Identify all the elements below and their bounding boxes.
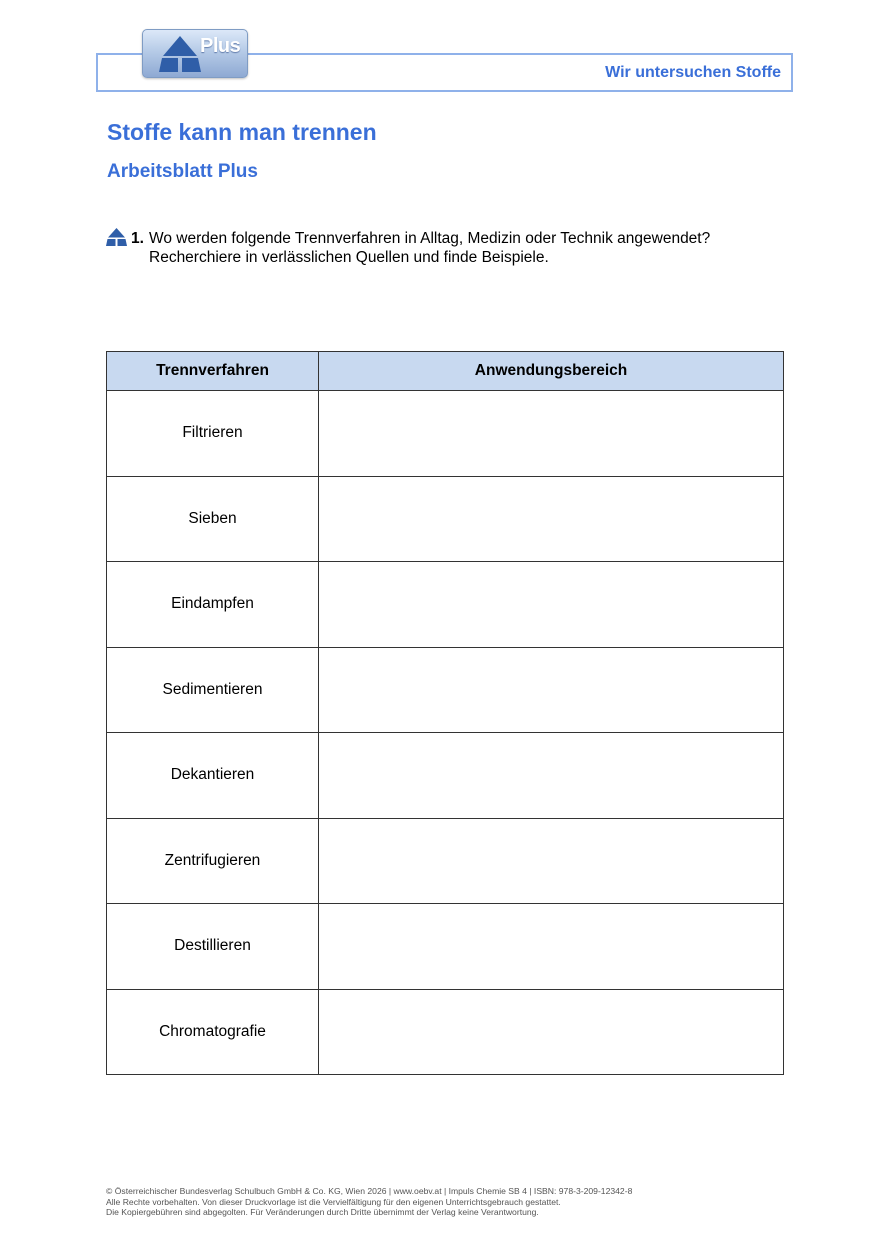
- plus-logo: [142, 29, 248, 78]
- table-row: [107, 818, 784, 904]
- page-title: Stoffe kann man trennen: [107, 119, 377, 145]
- table-row: [107, 989, 784, 1075]
- method-cell: Sieben: [107, 476, 319, 562]
- worksheet-table: [106, 351, 784, 1075]
- method-cell: Filtrieren: [107, 391, 319, 477]
- task-question: Wo werden folgende Trennverfahren in Alltag, Medizin oder Technik angewendet?: [149, 230, 711, 247]
- column-header-application: Anwendungsbereich: [319, 352, 784, 391]
- page-subtitle: Arbeitsblatt Plus: [107, 161, 258, 182]
- method-cell: Destillieren: [107, 904, 319, 990]
- task-instruction: Recherchiere in verlässlichen Quellen und finde Beispiele.: [149, 249, 549, 266]
- application-cell[interactable]: [319, 391, 784, 477]
- application-cell[interactable]: [319, 989, 784, 1075]
- header-topic: Wir untersuchen Stoffe: [605, 64, 781, 81]
- table-row: [107, 562, 784, 648]
- application-cell[interactable]: [319, 647, 784, 733]
- application-cell[interactable]: [319, 562, 784, 648]
- footer-copyright: © Österreichischer Bundesverlag Schulbuch GmbH & Co. KG, Wien 2026 | www.oebv.at | Impuls Chemie SB 4 | ISBN: 978-3-209-12342-8: [106, 1186, 633, 1196]
- table-row: [107, 476, 784, 562]
- table-row: [107, 733, 784, 819]
- footer-disclaimer: Die Kopiergebühren sind abgegolten. Für Veränderungen durch Dritte übernimmt der Verlag keine Verantwortung.: [106, 1207, 539, 1217]
- plus-triangle-logo-icon: [157, 35, 203, 73]
- column-header-method: Trennverfahren: [107, 352, 319, 391]
- application-cell[interactable]: [319, 904, 784, 990]
- method-cell: Zentrifugieren: [107, 818, 319, 904]
- application-cell[interactable]: [319, 476, 784, 562]
- logo-text: Plus: [200, 35, 241, 57]
- footer: [106, 1186, 632, 1218]
- table-row: [107, 904, 784, 990]
- footer-rights: Alle Rechte vorbehalten. Von dieser Druckvorlage ist die Vervielfältigung für den eigenen Unterrichtsgebrauch gestattet.: [106, 1196, 561, 1207]
- method-cell: Dekantieren: [107, 733, 319, 819]
- application-cell[interactable]: [319, 733, 784, 819]
- table-row: [107, 647, 784, 733]
- method-cell: Chromatografie: [107, 989, 319, 1075]
- method-cell: Sedimentieren: [107, 647, 319, 733]
- method-cell: Eindampfen: [107, 562, 319, 648]
- task-number: 1.: [131, 230, 144, 247]
- table-header-row: [107, 352, 784, 391]
- plus-triangle-icon: [106, 228, 127, 246]
- application-cell[interactable]: [319, 818, 784, 904]
- table-row: [107, 391, 784, 477]
